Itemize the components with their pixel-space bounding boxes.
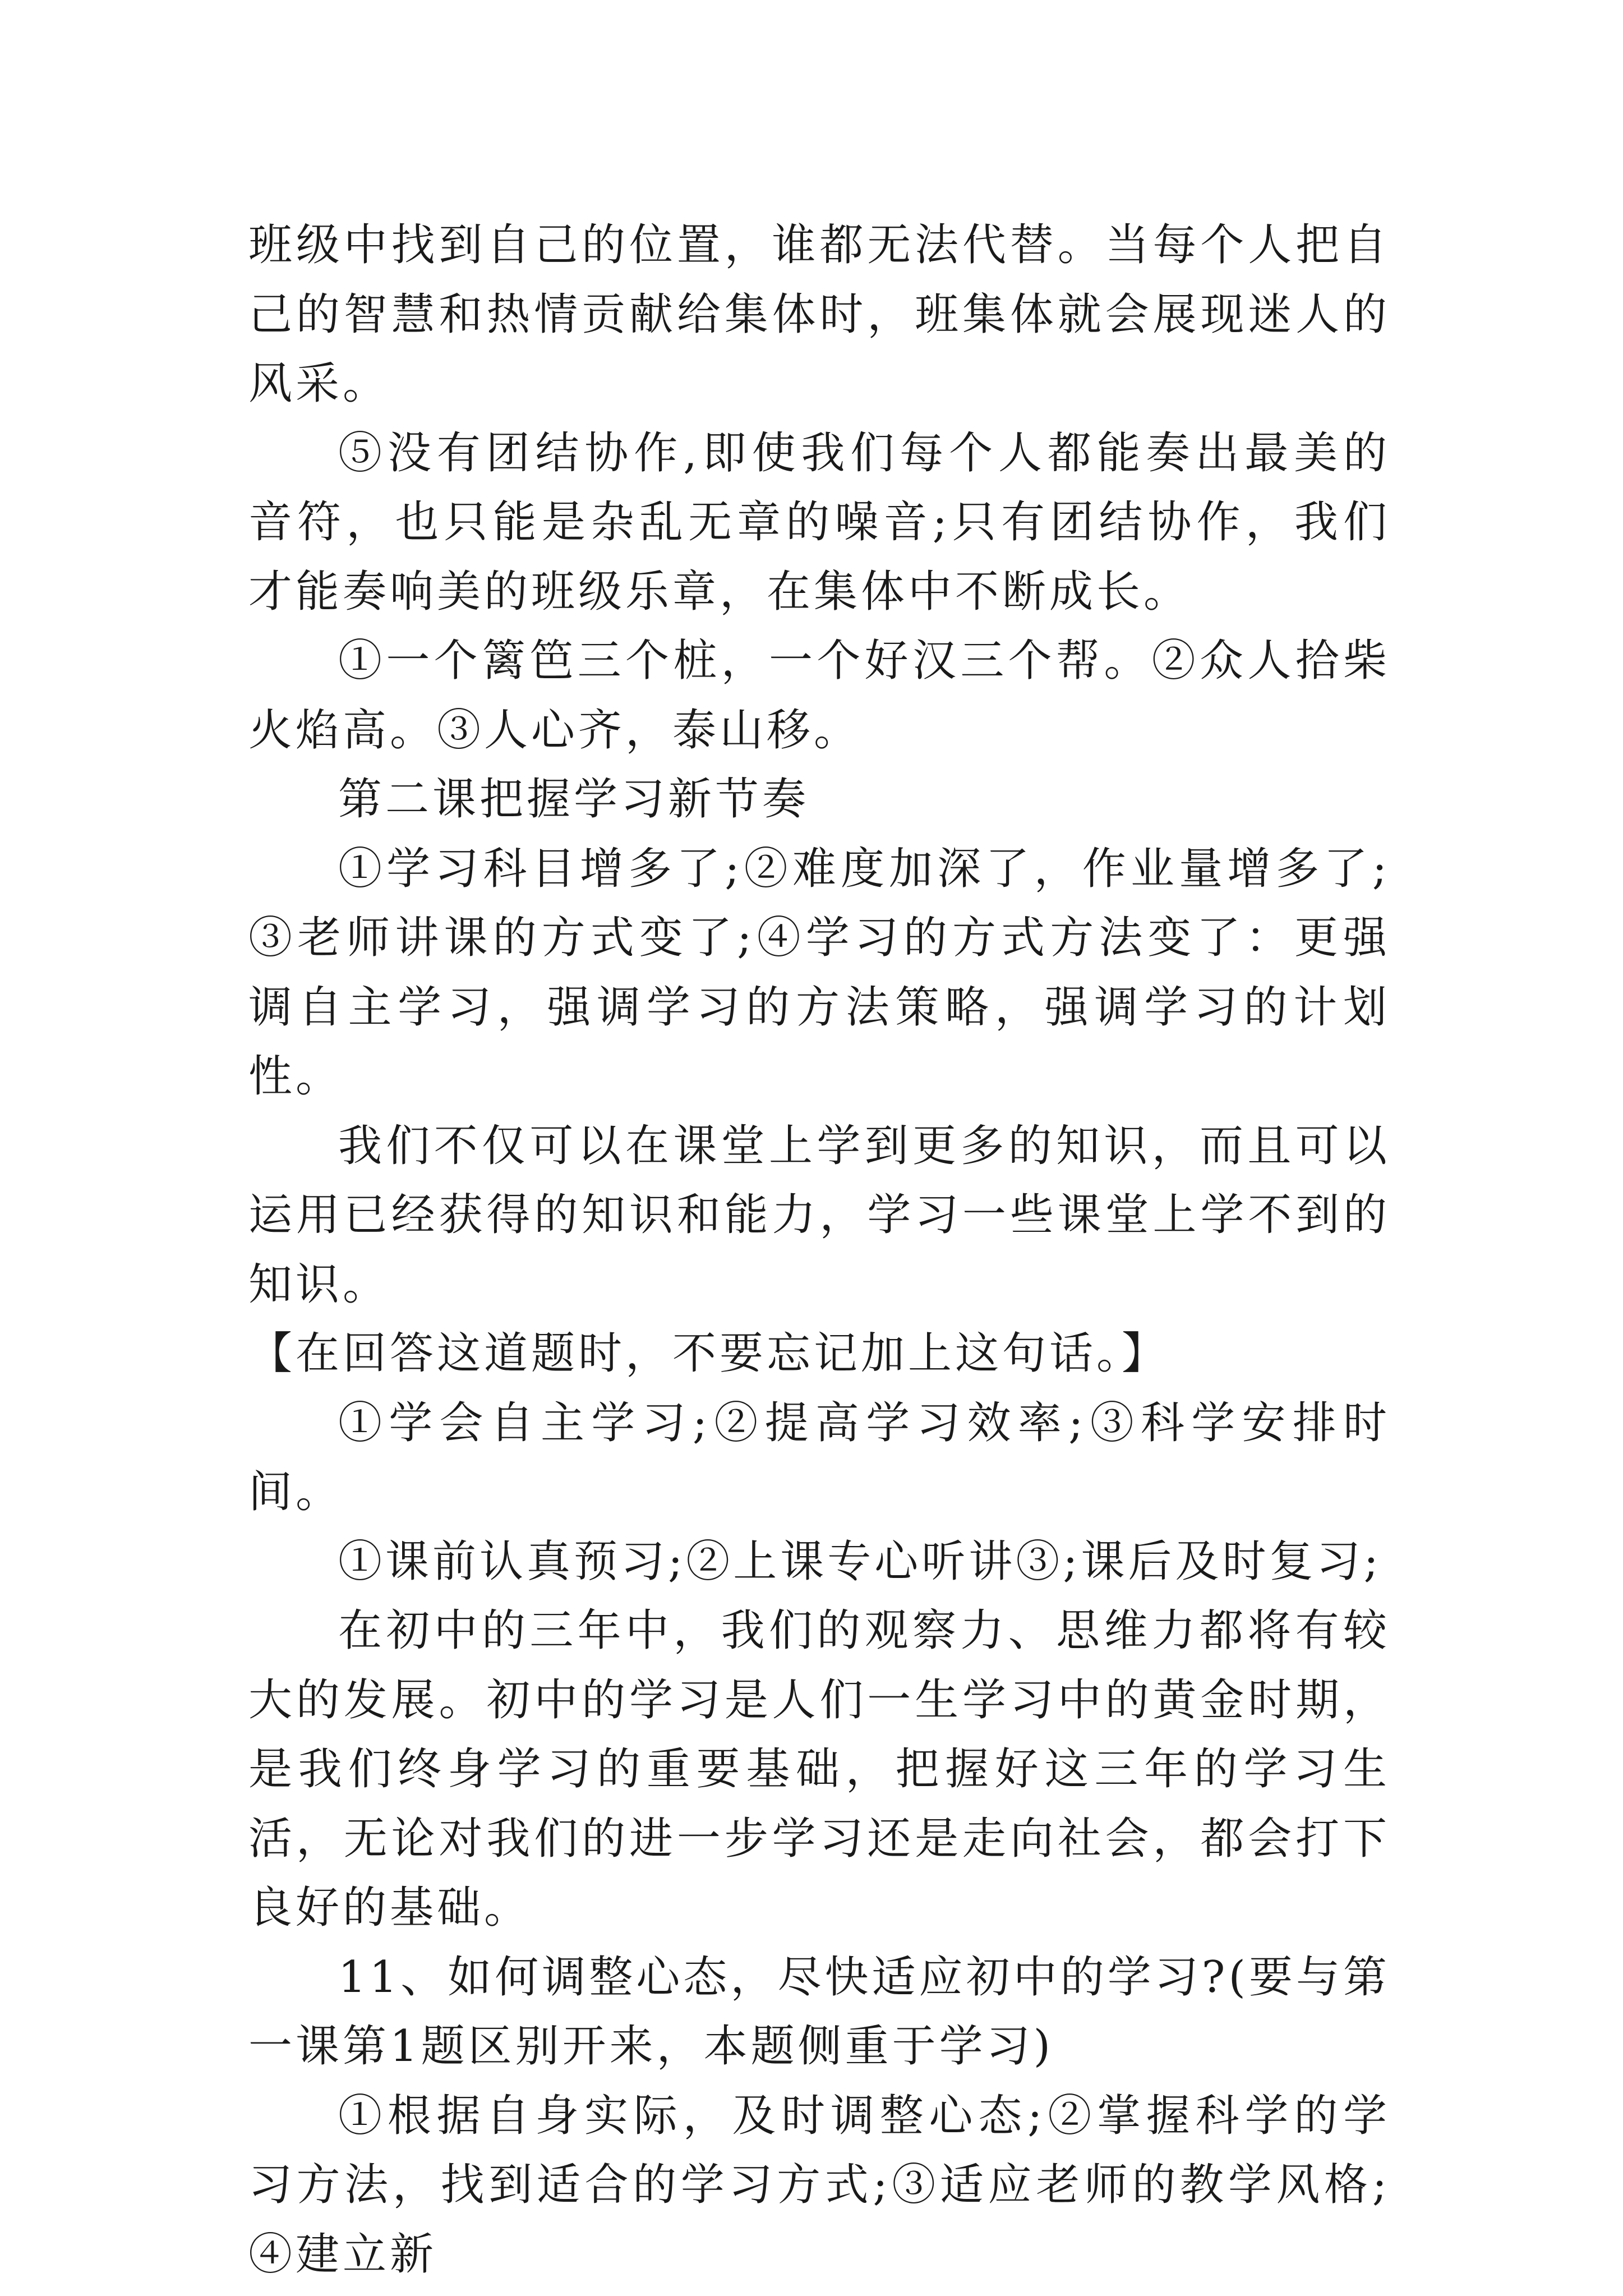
paragraph-continuation: 班级中找到自己的位置，谁都无法代替。当每个人把自己的智慧和热情贡献给集体时，班集体就会展现迷人的风采。 — [248, 220, 1390, 409]
paragraph-study-methods: ①学会自主学习;②提高学习效率;③科学安排时间。 — [248, 1397, 1390, 1517]
paragraph-class-routine: ①课前认真预习;②上课专心听讲③;课后及时复习; — [338, 1536, 1382, 1587]
paragraph-proverbs: ①一个篱笆三个桩，一个好汉三个帮。②众人拾柴火焰高。③人心齐，泰山移。 — [248, 636, 1390, 756]
lesson-heading: 第二课把握学习新节奏 — [338, 774, 810, 825]
paragraph-learning-changes: ①学习科目增多了;②难度加深了，作业量增多了;③老师讲课的方式变了;④学习的方式方法变了：更强调自主学习，强调学习的方法策略，强调学习的计划性。 — [248, 843, 1390, 1102]
question-11: 11、如何调整心态，尽快适应初中的学习?(要与第一课第1题区别开来，本题侧重于学习) — [248, 1952, 1390, 2072]
paragraph-knowledge: 我们不仅可以在课堂上学到更多的知识，而且可以运用已经获得的知识和能力，学习一些课堂上学不到的知识。 — [248, 1120, 1390, 1310]
document-page — [248, 211, 1390, 2289]
paragraph-note: 【在回答这道题时，不要忘记加上这句话。】 — [248, 1328, 1169, 1379]
answer-11: ①根据自身实际，及时调整心态;②掌握科学的学习方法，找到适合的学习方式;③适应老师的教学风格;④建立新 — [248, 2090, 1390, 2280]
paragraph-teamwork: ⑤没有团结协作,即使我们每个人都能奏出最美的音符，也只能是杂乱无章的噪音;只有团结协作，我们才能奏响美的班级乐章，在集体中不断成长。 — [248, 427, 1390, 617]
paragraph-junior-high: 在初中的三年中，我们的观察力、思维力都将有较大的发展。初中的学习是人们一生学习中的黄金时期，是我们终身学习的重要基础，把握好这三年的学习生活，无论对我们的进一步学习还是走向社会，都会打下良好的基础。 — [248, 1605, 1390, 1933]
